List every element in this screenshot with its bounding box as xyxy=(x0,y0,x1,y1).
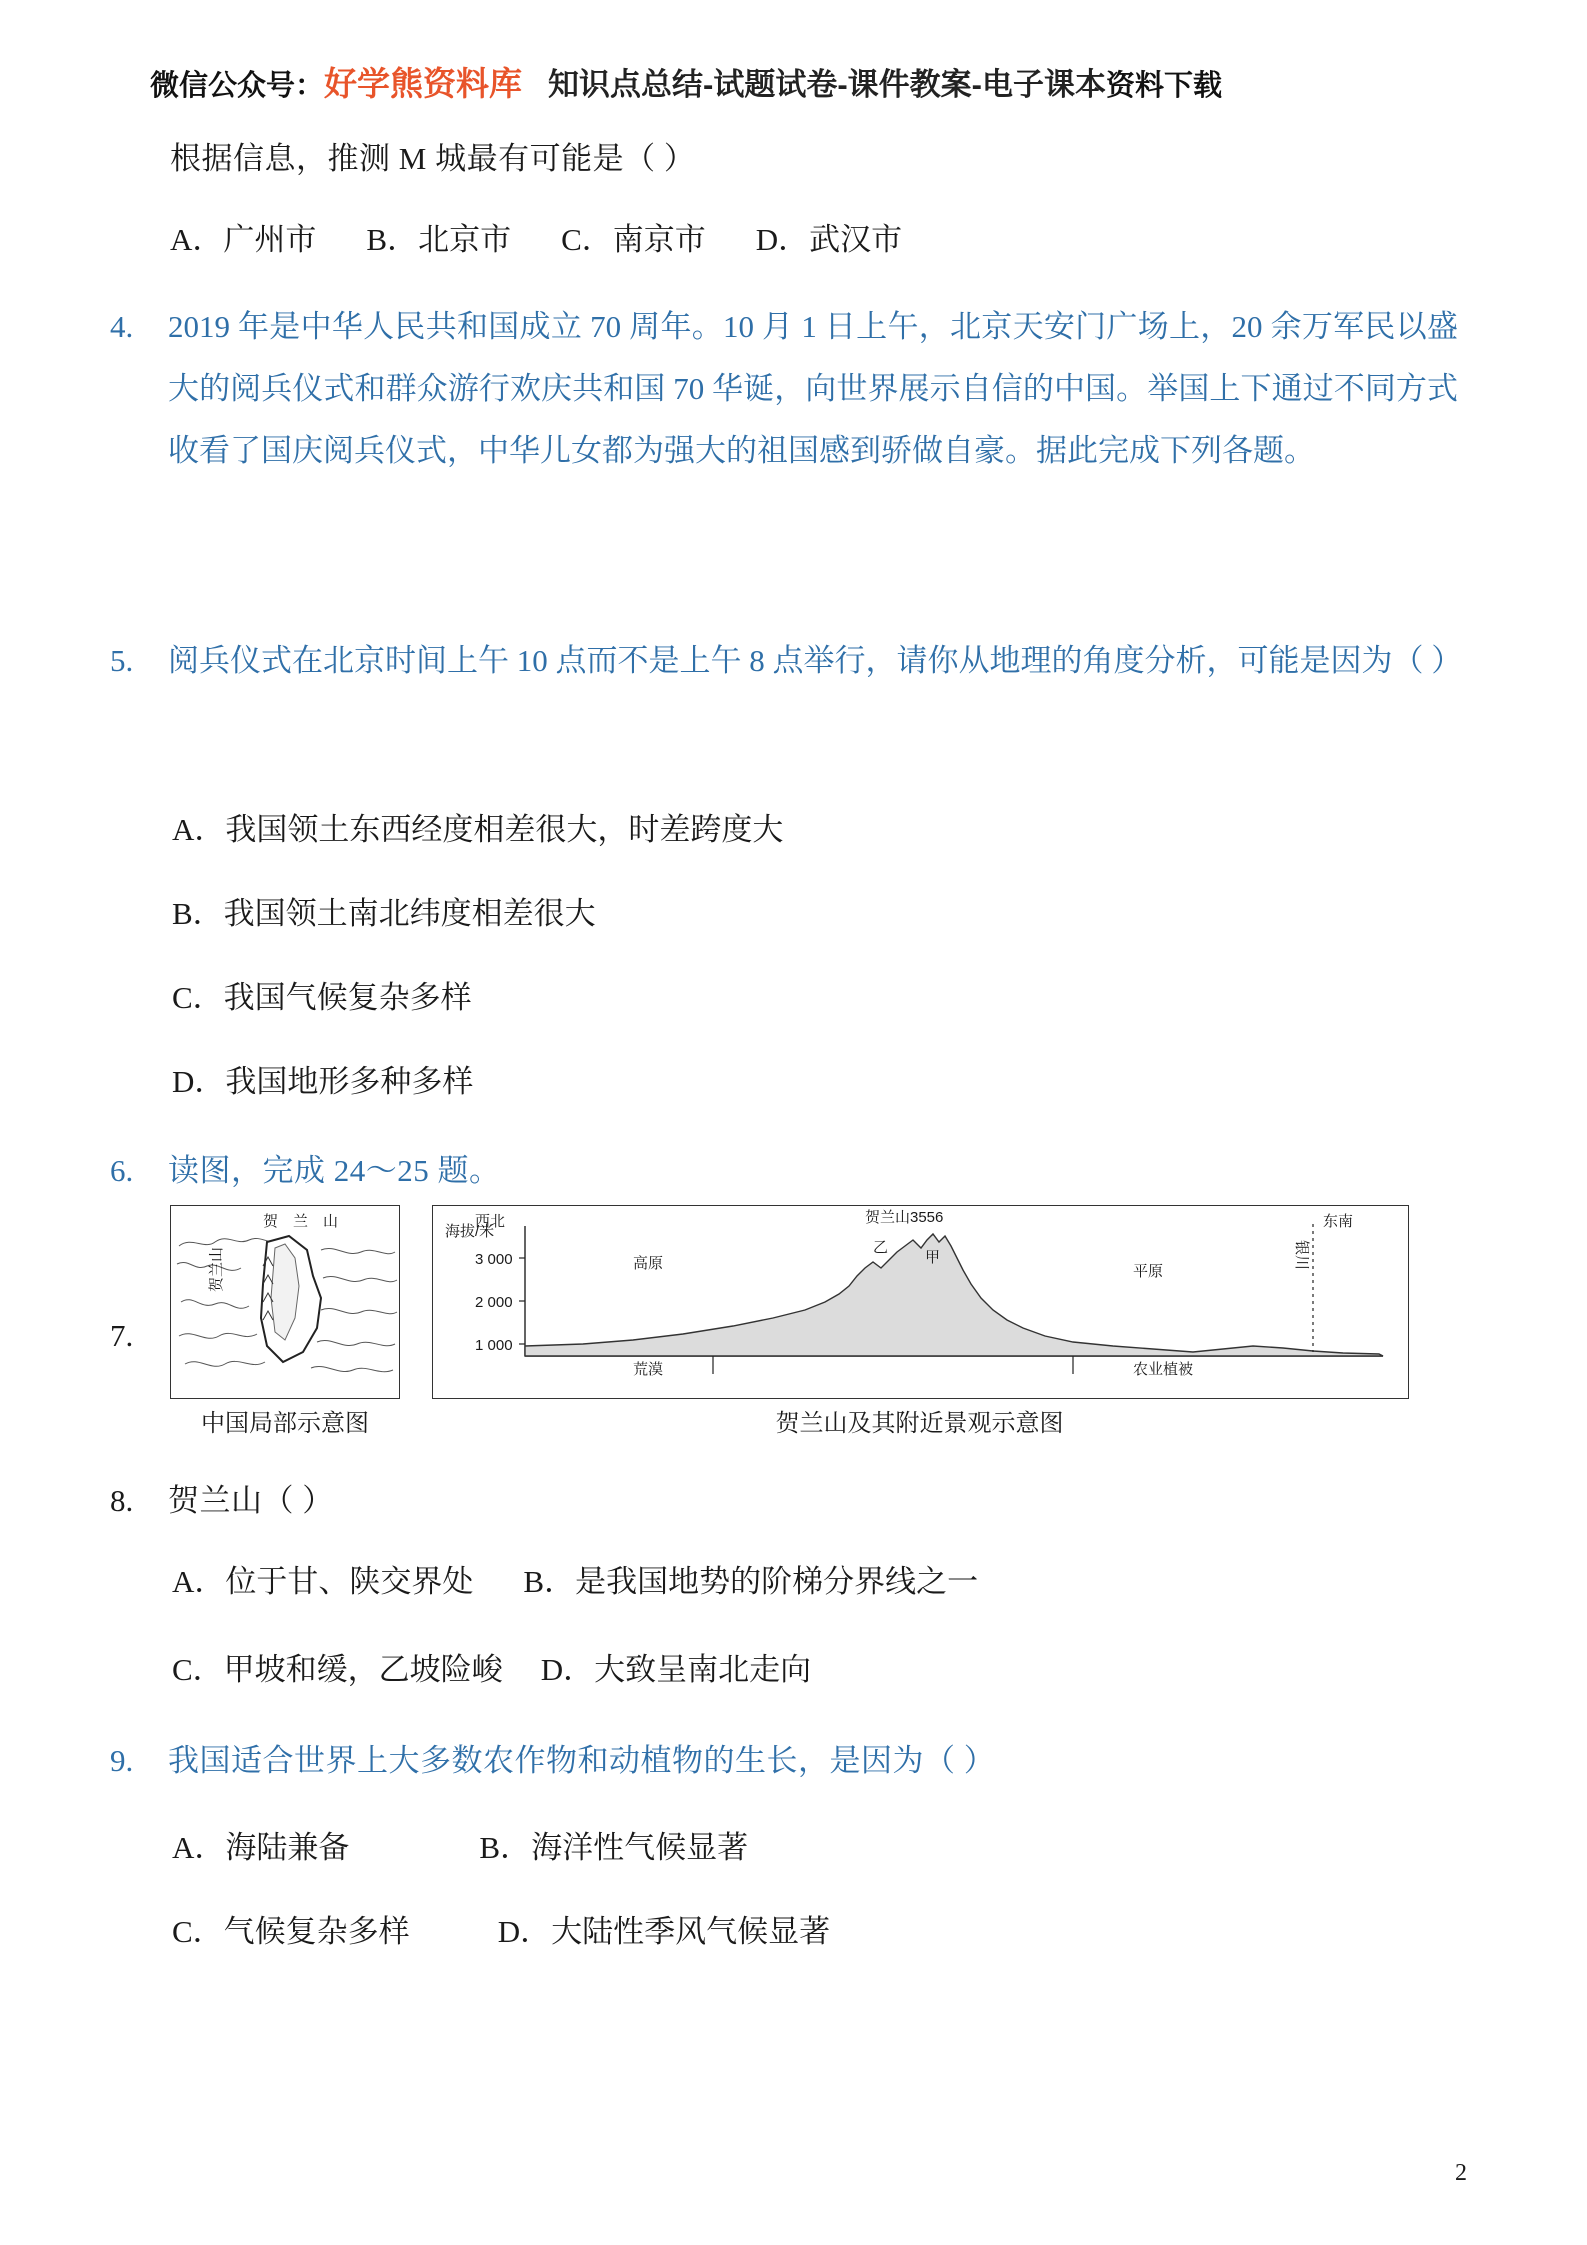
figure-group xyxy=(170,1205,1410,1435)
profile-peak-label: 贺兰山3556 xyxy=(865,1209,944,1226)
question-9-text: 我国适合世界上大多数农作物和动植物的生长，是因为（ ） xyxy=(168,1743,996,1778)
profile-plain-label: 平原 xyxy=(1133,1263,1164,1280)
map-label-left: 贺兰山 xyxy=(208,1246,225,1292)
q9-option-b[interactable]: B．海洋性气候显著 xyxy=(479,1830,749,1865)
question-6-number: 6. xyxy=(110,1153,134,1188)
banner-part-2: 好学熊资料库 xyxy=(324,65,523,102)
question-9-number: 9. xyxy=(110,1743,134,1778)
map-caption: 中国局部示意图 xyxy=(201,1411,369,1437)
question-5-text: 阅兵仪式在北京时间上午 10 点而不是上午 8 点举行，请你从地理的角度分析，可能是因为（ ） xyxy=(168,643,1463,678)
profile-city-label: 银川 xyxy=(1293,1240,1310,1271)
profile-direction-left: 西北 xyxy=(475,1213,506,1230)
question-7-number: 7. xyxy=(110,1318,134,1353)
profile-axis-title: 海拔/米 xyxy=(445,1223,495,1240)
q5-option-c[interactable]: C．我国气候复杂多样 xyxy=(172,980,472,1015)
banner-part-5: 资料下载 xyxy=(1105,70,1222,102)
question-8-options-row-1 xyxy=(172,1552,978,1612)
q5-option-b[interactable]: B．我国领土南北纬度相差很大 xyxy=(172,896,596,931)
q9-option-a[interactable]: A．海陆兼备 xyxy=(172,1830,350,1865)
question-6-text: 读图，完成 24～25 题。 xyxy=(168,1153,501,1188)
question-4-number: 4. xyxy=(110,309,134,344)
profile-vegetation-label: 农业植被 xyxy=(1133,1361,1194,1378)
helan-profile-figure xyxy=(432,1205,1409,1399)
q5-option-a[interactable]: A．我国领土东西经度相差很大，时差跨度大 xyxy=(172,812,784,847)
question-8-text: 贺兰山（ ） xyxy=(168,1483,334,1518)
question-3-options-row xyxy=(170,210,902,270)
q3-option-c[interactable]: C．南京市 xyxy=(561,222,706,257)
question-8-options-row-2 xyxy=(172,1640,811,1700)
question-5-number: 5. xyxy=(110,643,134,678)
watermark-banner xyxy=(150,58,1440,105)
profile-slope-left: 乙 xyxy=(873,1239,889,1256)
q3-option-b[interactable]: B．北京市 xyxy=(366,222,512,257)
q8-option-c[interactable]: C．甲坡和缓，乙坡险峻 xyxy=(172,1652,503,1687)
banner-part-1: 微信公众号： xyxy=(150,70,325,102)
q8-option-a[interactable]: A．位于甘、陕交界处 xyxy=(172,1564,474,1599)
profile-caption: 贺兰山及其附近景观示意图 xyxy=(775,1411,1064,1437)
q3-option-a[interactable]: A．广州市 xyxy=(170,222,317,257)
china-partial-map-svg xyxy=(171,1206,399,1398)
profile-desert-label: 荒漠 xyxy=(633,1361,664,1378)
question-9-options-row-1 xyxy=(172,1818,748,1878)
banner-part-3: 知识点总结-试题试卷-课件教案-电子课本 xyxy=(548,67,1106,102)
q3-option-d[interactable]: D．武汉市 xyxy=(755,222,903,257)
q8-option-d[interactable]: D．大致呈南北走向 xyxy=(540,1652,812,1687)
map-label-top: 贺 兰 山 xyxy=(263,1213,339,1230)
profile-tick-1000: 1 000 xyxy=(475,1337,513,1354)
q8-option-b[interactable]: B．是我国地势的阶梯分界线之一 xyxy=(523,1564,979,1599)
question-8-number: 8. xyxy=(110,1483,134,1518)
q5-option-d[interactable]: D．我国地形多种多样 xyxy=(172,1064,474,1099)
q9-option-d[interactable]: D．大陆性季风气候显著 xyxy=(497,1914,831,1949)
q9-option-c[interactable]: C．气候复杂多样 xyxy=(172,1914,410,1949)
profile-plateau-label: 高原 xyxy=(633,1255,664,1272)
profile-tick-2000: 2 000 xyxy=(475,1294,513,1311)
question-9-options-row-2 xyxy=(172,1902,830,1962)
page-number: 2 xyxy=(1455,2160,1467,2186)
profile-tick-3000: 3 000 xyxy=(475,1251,513,1268)
helan-profile-svg xyxy=(433,1206,1408,1398)
china-partial-map-figure xyxy=(170,1205,400,1399)
question-3-stem: 根据信息，推测 M 城最有可能是（ ） xyxy=(170,141,696,176)
profile-direction-right: 东南 xyxy=(1323,1213,1354,1230)
profile-slope-right: 甲 xyxy=(925,1249,941,1266)
question-4-text: 2019 年是中华人民共和国成立 70 周年。10 月 1 日上午，北京天安门广场上，20 余万军民以盛大的阅兵仪式和群众游行欢庆共和国 70 华诞，向世界展示自信的中国。举国上下通过不同方式收看了国庆阅兵仪式，中华儿女都为强大的祖国感到骄做自豪。据此完成下列各题。 xyxy=(168,309,1458,468)
